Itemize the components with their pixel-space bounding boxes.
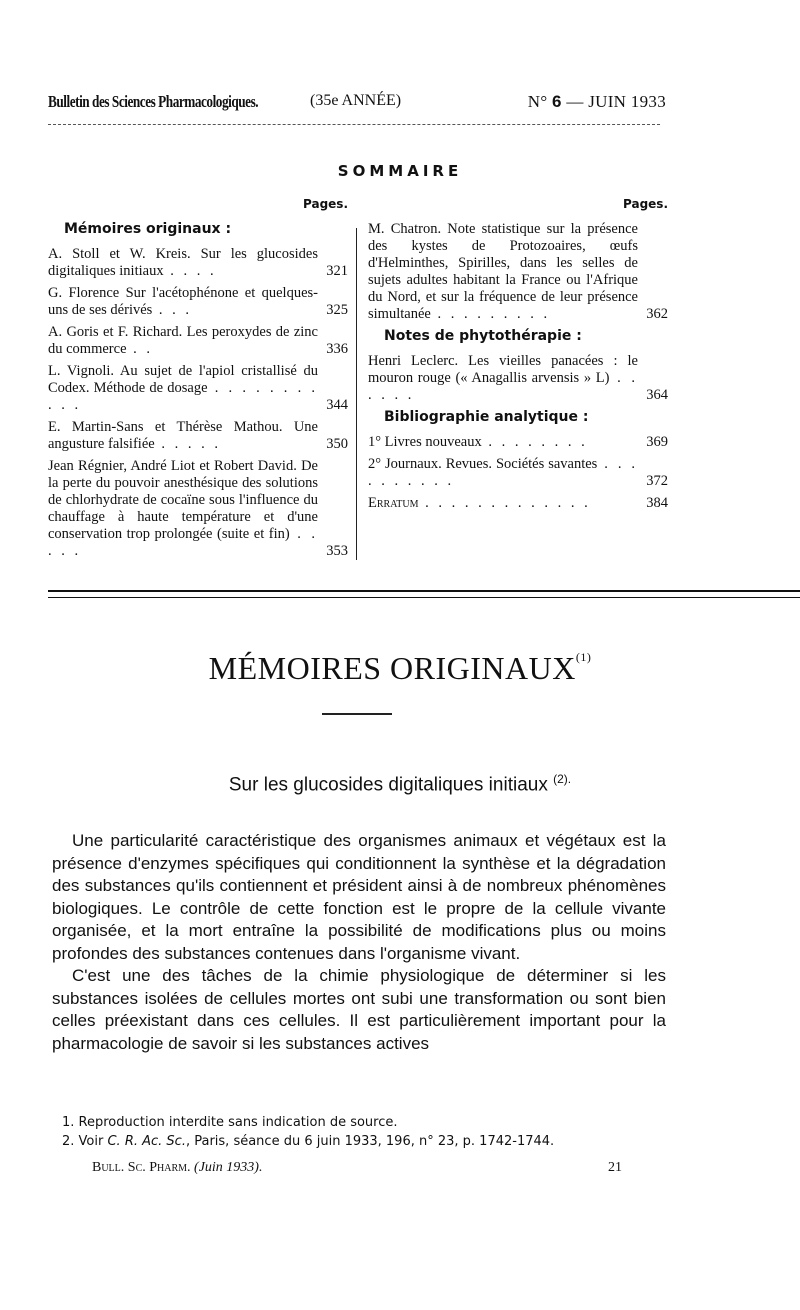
toc-entry-page: 384 — [646, 495, 668, 511]
toc-entry-page: 364 — [646, 387, 668, 403]
toc-entry: G. Florence Sur l'acétophénone et quelques-uns de ses dérivés . . . 325 — [48, 285, 348, 318]
journal-title: Bulletin des Sciences Pharmacologiques. — [48, 92, 259, 111]
toc-entry: Henri Leclerc. Les vieilles panacées : le mouron rouge (« Anagallis arvensis » L) . . . . . . 364 — [368, 353, 668, 403]
toc-entry: Jean Régnier, André Liot et Robert David. De la perte du pouvoir anesthésique des solutions de chlorhydrate de cocaïne sous l'influence du chauffage à haute température et d'une conservation trop prolongée (suite et fin) . . . . . 353 — [48, 458, 348, 559]
section-notes-phytotherapie: Notes de phytothérapie : — [384, 328, 582, 344]
toc-entry: L. Vignoli. Au sujet de l'apiol cristallisé du Codex. Méthode de dosage . . . . . . . . . . . 344 — [48, 363, 348, 413]
article-title-text: Sur les glucosides digitaliques initiaux — [228, 774, 548, 796]
issue-prefix: N° — [527, 92, 548, 111]
toc-entry-text: 2° Journaux. Revues. Sociétés savantes — [368, 456, 598, 472]
toc-entry-page: 372 — [646, 473, 668, 489]
running-header — [48, 92, 666, 116]
section-bibliographie: Bibliographie analytique : — [384, 409, 589, 425]
footnote-1: 1. Reproduction interdite sans indication de source. — [62, 1115, 398, 1130]
paragraph: Une particularité caractéristique des organismes animaux et végétaux est la présence d'enzymes spécifiques qui conditionnent la synthèse et la dégradation des substances qu'ils contiennent et président ainsi à de nombreux phénomènes biologiques. Le contrôle de cette fonction est le propre de la cellule vivante organisée, et la mort entraîne la possibilité de modifications plus ou moins profondes des substances contenues dans l'organisme vivant. — [52, 831, 666, 963]
section-separator-thin — [48, 597, 800, 598]
article-title-note: (2). — [553, 772, 572, 786]
toc-entry-page: 362 — [646, 306, 668, 322]
sommaire-right-column — [368, 196, 668, 517]
toc-entry-page: 336 — [326, 341, 348, 357]
toc-entry-page: 321 — [326, 263, 348, 279]
sommaire-title: SOMMAIRE — [337, 162, 463, 180]
page-number: 21 — [608, 1160, 622, 1175]
toc-entry: A. Goris et F. Richard. Les peroxydes de zinc du commerce . . 336 — [48, 324, 348, 357]
paragraph: C'est une des tâches de la chimie physiologique de déterminer si les substances isolées de cellules mortes ont subi une transformation ou sont bien celles préexistant dans ces cellules. Il est particulièrement important pour la pharmacologie de savoir si les substances actives — [52, 966, 666, 1053]
header-rule — [48, 124, 660, 125]
main-heading-note: (1) — [575, 650, 592, 664]
toc-entry: 2° Journaux. Revues. Sociétés savantes . . . . . . . . . . 372 — [368, 456, 668, 489]
issue-date: — JUIN 1933 — [566, 92, 666, 111]
heading-rule — [322, 713, 392, 715]
toc-entry-page: 325 — [326, 302, 348, 318]
toc-entry-text: L. Vignoli. Au sujet de l'apiol cristallisé du Codex. Méthode de dosage — [48, 363, 318, 396]
toc-entry-text: Erratum — [368, 495, 419, 511]
toc-entry-text: M. Chatron. Note statistique sur la présence des kystes de Protozoaires, œufs d'Helminthes, Spirilles, dans les selles de sujets adultes habitant la France ou l'Afrique du Nord, et sur la fréquence de leur présence simultanée — [368, 221, 638, 322]
footnote-2-journal: C. R. Ac. Sc. — [107, 1134, 186, 1149]
main-heading — [0, 650, 800, 687]
toc-entry-page: 350 — [326, 436, 348, 452]
volume-year: (35e ANNÉE) — [310, 92, 402, 109]
toc-entry-text: A. Stoll et W. Kreis. Sur les glucosides digitaliques initiaux — [48, 246, 318, 279]
issue-info — [528, 92, 666, 112]
toc-entry-text: Henri Leclerc. Les vieilles panacées : le mouron rouge (« Anagallis arvensis » L) — [368, 353, 638, 386]
issue-number: 6 — [552, 92, 562, 111]
footnote-2-suffix: , Paris, séance du 6 juin 1933, 196, n° 23, p. 1742-1744. — [185, 1134, 555, 1149]
toc-entry: M. Chatron. Note statistique sur la présence des kystes de Protozoaires, œufs d'Helminthes, Spirilles, dans les selles de sujets adultes habitant la France ou l'Afrique du Nord, et sur la fréquence de leur présence simultanée . . . . . . . . . 362 — [368, 221, 668, 322]
pages-label-right: Pages. — [623, 197, 668, 211]
article-body — [52, 830, 666, 1055]
footer-date: (Juin 1933). — [194, 1160, 263, 1175]
toc-entry-page: 344 — [326, 397, 348, 413]
toc-entry: A. Stoll et W. Kreis. Sur les glucosides digitaliques initiaux . . . . 321 — [48, 246, 348, 279]
toc-entry-text: Jean Régnier, André Liot et Robert David. De la perte du pouvoir anesthésique des solutions de chlorhydrate de cocaïne sous l'influence du chauffage à haute température et d'une conservation trop prolongée (suite et fin) — [48, 458, 318, 542]
toc-entry-text: E. Martin-Sans et Thérèse Mathou. Une angusture falsifiée — [48, 419, 318, 452]
toc-entry-text: G. Florence Sur l'acétophénone et quelques-uns de ses dérivés — [48, 285, 318, 318]
section-separator-thick — [48, 590, 800, 592]
footer-journal: Bull. Sc. Pharm. — [92, 1160, 191, 1175]
toc-entry-page: 369 — [646, 434, 668, 450]
main-heading-text: MÉMOIRES ORIGINAUX — [208, 650, 576, 686]
footnote-2 — [62, 1132, 672, 1151]
sommaire-left-column — [48, 196, 348, 565]
footnotes — [62, 1113, 672, 1151]
toc-entry: 1° Livres nouveaux . . . . . . . . 369 — [368, 434, 668, 450]
toc-entry-erratum: Erratum . . . . . . . . . . . . . 384 — [368, 495, 668, 511]
article-title — [0, 772, 800, 796]
toc-entry-text: A. Goris et F. Richard. Les peroxydes de zinc du commerce — [48, 324, 318, 357]
section-memoires-originaux: Mémoires originaux : — [64, 221, 232, 237]
pages-label-left: Pages. — [303, 197, 348, 211]
column-divider — [356, 228, 357, 560]
toc-entry: E. Martin-Sans et Thérèse Mathou. Une angusture falsifiée . . . . . 350 — [48, 419, 348, 452]
toc-entry-page: 353 — [326, 543, 348, 559]
footnote-2-prefix: 2. Voir — [62, 1134, 104, 1149]
footer-citation — [92, 1160, 262, 1175]
page-footer — [92, 1160, 622, 1176]
toc-entry-text: 1° Livres nouveaux — [368, 434, 482, 450]
